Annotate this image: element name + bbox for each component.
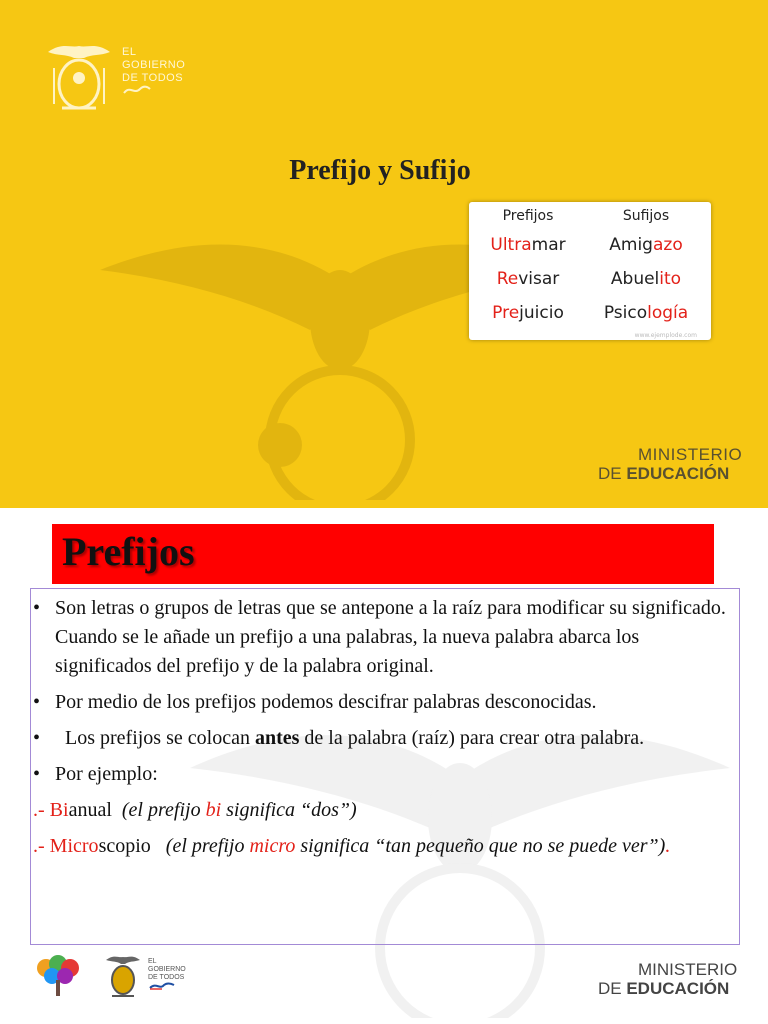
suffix-part: logía xyxy=(647,303,689,323)
ministerio-line-2 xyxy=(598,979,737,999)
example-root: scopio xyxy=(98,835,166,857)
bullet-dot: • xyxy=(33,727,41,749)
content-body xyxy=(33,594,733,868)
example-line xyxy=(33,832,733,861)
example-prefix: Micro xyxy=(49,835,99,857)
example-note-prefix: bi xyxy=(205,799,222,821)
prefixes-header: Prefijos xyxy=(502,208,554,224)
slide-1 xyxy=(0,0,768,508)
suffix-word xyxy=(587,262,705,296)
prefix-suffix-table xyxy=(469,202,711,340)
bullet-text-pre: Los prefijos se colocan xyxy=(55,727,255,749)
ministerio-line-2 xyxy=(598,464,742,484)
prefix-part: Re xyxy=(496,269,519,289)
prefix-word xyxy=(469,262,587,296)
slide-title: Prefijo y Sufijo xyxy=(289,155,471,186)
bullet-item xyxy=(33,594,733,681)
bullet-item xyxy=(33,688,733,717)
example-root: anual xyxy=(68,799,122,821)
gov-line-2: GOBIERNO xyxy=(148,966,186,973)
gobierno-text-small xyxy=(148,958,186,993)
bullet-item xyxy=(33,724,733,753)
prefix-part: Ultra xyxy=(490,235,532,255)
banner-title: Prefijos xyxy=(62,529,195,574)
suffixes-header: Sufijos xyxy=(622,208,670,224)
suffixes-column xyxy=(587,202,705,330)
slide-2 xyxy=(0,508,768,1024)
gov-line-3: DE TODOS xyxy=(148,974,185,981)
example-dash: .- xyxy=(33,799,50,821)
root-part: visar xyxy=(518,269,560,289)
ministerio-logo xyxy=(598,445,742,484)
ministerio-line-1: MINISTERIO xyxy=(638,445,743,464)
gov-line-3: DE TODOS xyxy=(122,72,184,84)
coat-of-arms-icon xyxy=(40,38,118,118)
suffix-part: ito xyxy=(659,269,682,289)
example-period: . xyxy=(665,835,671,857)
bullet-text: Son letras o grupos de letras que se antepone a la raíz para modificar su significado. Cuando se le añade un prefijo a una palabras, la nueva palabra abarca los significados del prefijo y de la palabra original. xyxy=(55,597,726,677)
title-banner xyxy=(52,524,714,584)
example-prefix: Bi xyxy=(49,799,69,821)
prefixes-column xyxy=(469,202,587,330)
root-part: Abuel xyxy=(610,269,660,289)
ministerio-bold: EDUCACIÓN xyxy=(626,464,730,483)
wave-icon xyxy=(148,982,176,990)
suffix-word xyxy=(587,296,705,330)
example-note-open: (el prefijo xyxy=(121,799,206,821)
suffix-word xyxy=(587,228,705,262)
ministerio-prefix: DE xyxy=(598,979,627,998)
bullet-bold: antes xyxy=(254,727,300,749)
root-part: mar xyxy=(531,235,566,255)
footer-logos xyxy=(32,950,202,1010)
example-note-prefix: micro xyxy=(249,835,296,857)
tree-logo-icon xyxy=(32,954,84,1000)
bullet-text-post: de la palabra (raíz) para crear otra palabra. xyxy=(299,727,645,749)
example-note-close: significa “tan pequeño que no se puede ver”) xyxy=(295,835,666,857)
bullet-item xyxy=(33,760,733,789)
table-credit: www.ejemplode.com xyxy=(634,332,697,339)
gov-line-1: EL xyxy=(148,958,157,965)
gobierno-logo xyxy=(40,38,200,128)
gov-line-2: GOBIERNO xyxy=(122,59,186,71)
wave-icon xyxy=(122,85,152,95)
bullet-dot: • xyxy=(33,597,41,619)
example-note-open: (el prefijo xyxy=(165,835,250,857)
bullet-text: Por ejemplo: xyxy=(55,763,158,785)
gov-line-1: EL xyxy=(122,46,137,58)
suffix-part: azo xyxy=(652,235,683,255)
ministerio-line-1: MINISTERIO xyxy=(638,960,738,979)
bullet-text: Por medio de los prefijos podemos descifrar palabras desconocidas. xyxy=(55,691,597,713)
root-part: Amig xyxy=(609,235,653,255)
example-line xyxy=(33,796,733,825)
ministerio-prefix: DE xyxy=(598,464,627,483)
ministerio-logo xyxy=(598,960,737,999)
ministerio-bold: EDUCACIÓN xyxy=(626,979,730,998)
gobierno-text xyxy=(122,46,185,99)
bullet-dot: • xyxy=(33,763,41,785)
coat-of-arms-icon xyxy=(102,952,144,1000)
root-part: Psico xyxy=(603,303,648,323)
example-dash: .- xyxy=(33,835,50,857)
prefix-part: Pre xyxy=(492,303,520,323)
prefix-word xyxy=(469,296,587,330)
prefix-word xyxy=(469,228,587,262)
bullet-dot: • xyxy=(33,691,41,713)
root-part: juicio xyxy=(519,303,564,323)
example-note-close: significa “dos”) xyxy=(221,799,357,821)
